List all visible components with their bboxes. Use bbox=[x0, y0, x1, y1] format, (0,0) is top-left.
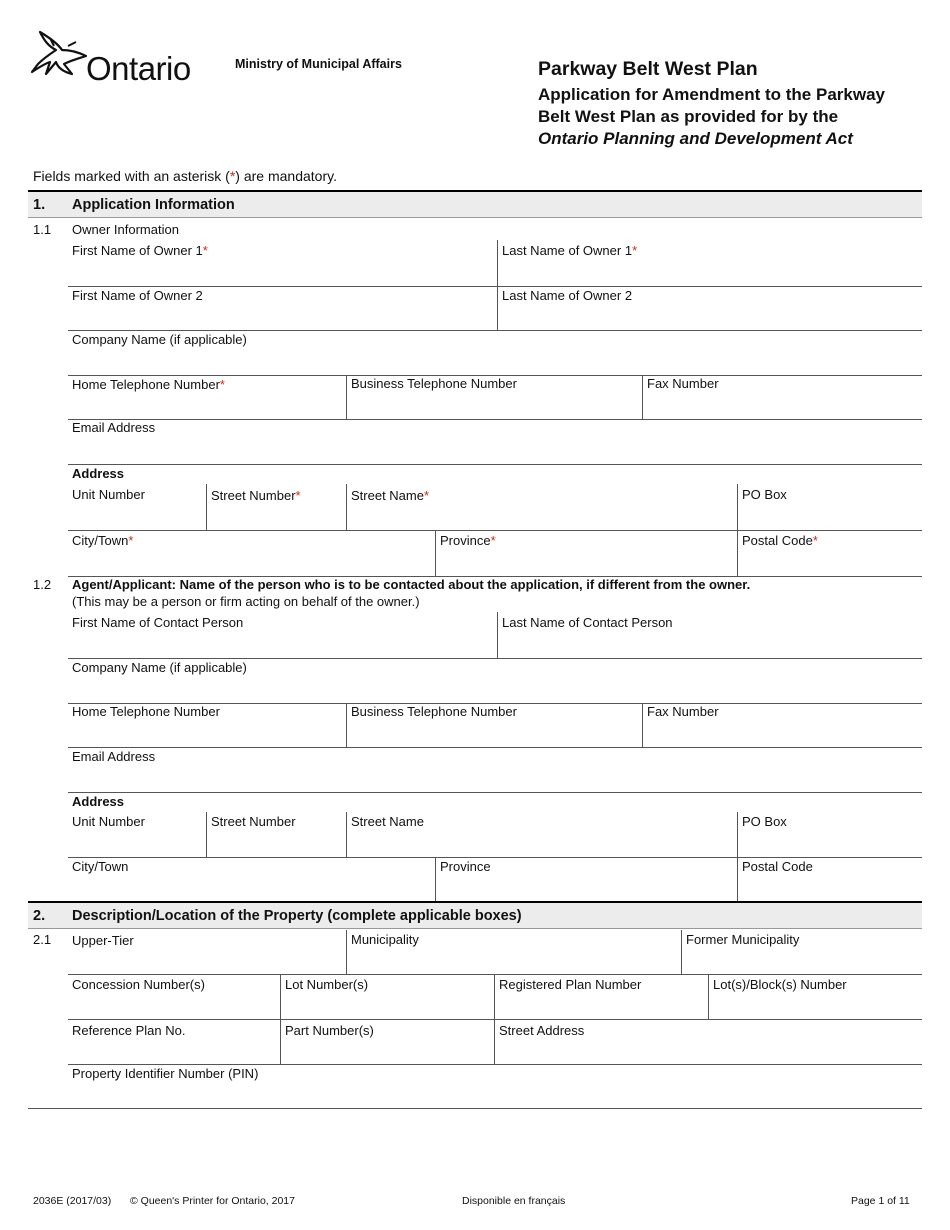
section-1-header bbox=[28, 190, 922, 218]
field-label: Reference Plan No. bbox=[72, 1023, 186, 1038]
agent-unit-number-field[interactable] bbox=[68, 812, 206, 857]
field-label: Fax Number bbox=[647, 376, 719, 391]
municipality-field[interactable] bbox=[347, 930, 681, 974]
subsection-number: 1.1 bbox=[33, 222, 52, 237]
agent-fax-number-field[interactable] bbox=[643, 704, 922, 747]
field-label: Business Telephone Number bbox=[351, 704, 517, 719]
agent-subheading: (This may be a person or firm acting on behalf of the owner.) bbox=[72, 594, 420, 609]
field-label: PO Box bbox=[742, 487, 787, 502]
field-label: Last Name of Contact Person bbox=[502, 615, 673, 630]
required-asterisk: * bbox=[128, 533, 134, 548]
province-field[interactable] bbox=[436, 531, 737, 576]
form-id: 2036E (2017/03) bbox=[33, 1195, 112, 1207]
required-asterisk: * bbox=[219, 377, 225, 392]
agent-postal-code-field[interactable] bbox=[738, 858, 922, 902]
section-title: Description/Location of the Property (complete applicable boxes) bbox=[72, 908, 522, 924]
field-label: First Name of Contact Person bbox=[72, 615, 244, 630]
divider bbox=[28, 1108, 922, 1109]
title-line-1: Parkway Belt West Plan bbox=[538, 58, 758, 80]
ontario-logo bbox=[28, 28, 208, 90]
agent-business-telephone-field[interactable] bbox=[347, 704, 642, 747]
lot-number-field[interactable] bbox=[281, 975, 494, 1019]
logo-wordmark: Ontario bbox=[86, 50, 191, 87]
registered-plan-number-field[interactable] bbox=[495, 975, 708, 1019]
street-number-field[interactable] bbox=[207, 484, 346, 530]
field-label: Home Telephone Number bbox=[72, 704, 220, 719]
agent-address-heading: Address bbox=[72, 794, 125, 809]
mandatory-note bbox=[33, 168, 337, 184]
reference-plan-field[interactable] bbox=[68, 1020, 280, 1064]
required-asterisk: * bbox=[490, 533, 496, 548]
field-label: Part Number(s) bbox=[285, 1023, 374, 1038]
agent-company-name-field[interactable] bbox=[68, 659, 922, 703]
required-asterisk: * bbox=[202, 243, 208, 258]
required-asterisk: * bbox=[812, 533, 818, 548]
title-line-2: Application for Amendment to the Parkway bbox=[538, 85, 885, 104]
field-label: Upper-Tier bbox=[72, 933, 134, 948]
required-asterisk: * bbox=[295, 488, 301, 503]
home-telephone-field[interactable] bbox=[68, 376, 346, 419]
field-label: Unit Number bbox=[72, 487, 145, 502]
contact-last-name-field[interactable] bbox=[498, 612, 922, 658]
agent-province-field[interactable] bbox=[436, 858, 737, 902]
field-label: Company Name (if applicable) bbox=[72, 660, 247, 675]
title-line-3: Belt West Plan as provided for by the bbox=[538, 107, 839, 126]
field-label: Street Number bbox=[211, 488, 296, 503]
divider bbox=[68, 792, 922, 793]
field-label: Street Name bbox=[351, 814, 424, 829]
field-label: Municipality bbox=[351, 932, 419, 947]
part-number-field[interactable] bbox=[281, 1020, 494, 1064]
field-label: First Name of Owner 2 bbox=[72, 288, 203, 303]
street-name-field[interactable] bbox=[347, 484, 737, 530]
street-address-field[interactable] bbox=[495, 1020, 922, 1064]
field-label: City/Town bbox=[72, 533, 129, 548]
field-label: Concession Number(s) bbox=[72, 977, 205, 992]
section-number: 2. bbox=[33, 908, 46, 924]
title-line-4: Ontario Planning and Development Act bbox=[538, 129, 853, 148]
page-number: Page 1 of 11 bbox=[851, 1195, 910, 1207]
field-label: Street Address bbox=[499, 1023, 585, 1038]
address-heading: Address bbox=[72, 466, 125, 481]
section-title: Application Information bbox=[72, 197, 235, 213]
field-label: City/Town bbox=[72, 859, 129, 874]
agent-po-box-field[interactable] bbox=[738, 812, 922, 857]
field-label: Lot Number(s) bbox=[285, 977, 369, 992]
french-link: Disponible en français bbox=[462, 1195, 566, 1207]
field-label: Province bbox=[440, 533, 491, 548]
field-label: Business Telephone Number bbox=[351, 376, 517, 391]
contact-first-name-field[interactable] bbox=[68, 612, 497, 658]
field-label: Registered Plan Number bbox=[499, 977, 642, 992]
last-name-owner-1-field[interactable] bbox=[498, 240, 922, 286]
agent-street-number-field[interactable] bbox=[207, 812, 346, 857]
upper-tier-field[interactable] bbox=[68, 930, 346, 974]
business-telephone-field[interactable] bbox=[347, 376, 642, 419]
copyright: © Queen's Printer for Ontario, 2017 bbox=[130, 1195, 295, 1207]
field-label: Email Address bbox=[72, 420, 156, 435]
pin-field[interactable] bbox=[68, 1065, 922, 1108]
company-name-field[interactable] bbox=[68, 331, 922, 375]
agent-heading: Agent/Applicant: Name of the person who is to be contacted about the application, if different from the owner. bbox=[72, 577, 751, 592]
agent-home-telephone-field[interactable] bbox=[68, 704, 346, 747]
asterisk: * bbox=[229, 168, 236, 184]
document-title bbox=[538, 58, 938, 150]
field-label: Former Municipality bbox=[686, 932, 800, 947]
owner-info-heading: Owner Information bbox=[72, 222, 179, 237]
mandatory-note-before: Fields marked with an asterisk ( bbox=[33, 168, 230, 184]
email-address-field[interactable] bbox=[68, 420, 922, 464]
city-town-field[interactable] bbox=[68, 531, 435, 576]
first-name-owner-1-field[interactable] bbox=[68, 240, 497, 286]
agent-street-name-field[interactable] bbox=[347, 812, 737, 857]
field-label: PO Box bbox=[742, 814, 787, 829]
mandatory-note-after: ) are mandatory. bbox=[235, 168, 337, 184]
field-label: Property Identifier Number (PIN) bbox=[72, 1066, 259, 1081]
field-label: Lot(s)/Block(s) Number bbox=[713, 977, 847, 992]
subsection-number: 1.2 bbox=[33, 577, 52, 592]
field-label: Postal Code bbox=[742, 533, 813, 548]
section-2-header bbox=[28, 901, 922, 929]
field-label: Last Name of Owner 2 bbox=[502, 288, 633, 303]
agent-email-address-field[interactable] bbox=[68, 748, 922, 792]
agent-city-town-field[interactable] bbox=[68, 858, 435, 902]
field-label: Street Name bbox=[351, 488, 424, 503]
field-label: First Name of Owner 1 bbox=[72, 243, 203, 258]
required-asterisk: * bbox=[423, 488, 430, 503]
lot-block-number-field[interactable] bbox=[709, 975, 922, 1019]
field-label: Unit Number bbox=[72, 814, 145, 829]
last-name-owner-2-field[interactable] bbox=[498, 287, 922, 330]
field-label: Company Name (if applicable) bbox=[72, 332, 247, 347]
unit-number-field[interactable] bbox=[68, 484, 206, 530]
concession-number-field[interactable] bbox=[68, 975, 280, 1019]
first-name-owner-2-field[interactable] bbox=[68, 287, 497, 330]
required-asterisk: * bbox=[632, 243, 638, 258]
field-label: Last Name of Owner 1 bbox=[502, 243, 633, 258]
ministry-name: Ministry of Municipal Affairs bbox=[235, 57, 402, 71]
po-box-field[interactable] bbox=[738, 484, 922, 530]
subsection-number: 2.1 bbox=[33, 932, 52, 947]
divider bbox=[68, 464, 922, 465]
trillium-icon bbox=[28, 28, 88, 90]
field-label: Province bbox=[440, 859, 491, 874]
fax-number-field[interactable] bbox=[643, 376, 922, 419]
field-label: Fax Number bbox=[647, 704, 719, 719]
former-municipality-field[interactable] bbox=[682, 930, 922, 974]
postal-code-field[interactable] bbox=[738, 531, 922, 576]
section-number: 1. bbox=[33, 197, 46, 213]
field-label: Home Telephone Number bbox=[72, 377, 220, 392]
field-label: Street Number bbox=[211, 814, 296, 829]
field-label: Postal Code bbox=[742, 859, 813, 874]
field-label: Email Address bbox=[72, 749, 156, 764]
